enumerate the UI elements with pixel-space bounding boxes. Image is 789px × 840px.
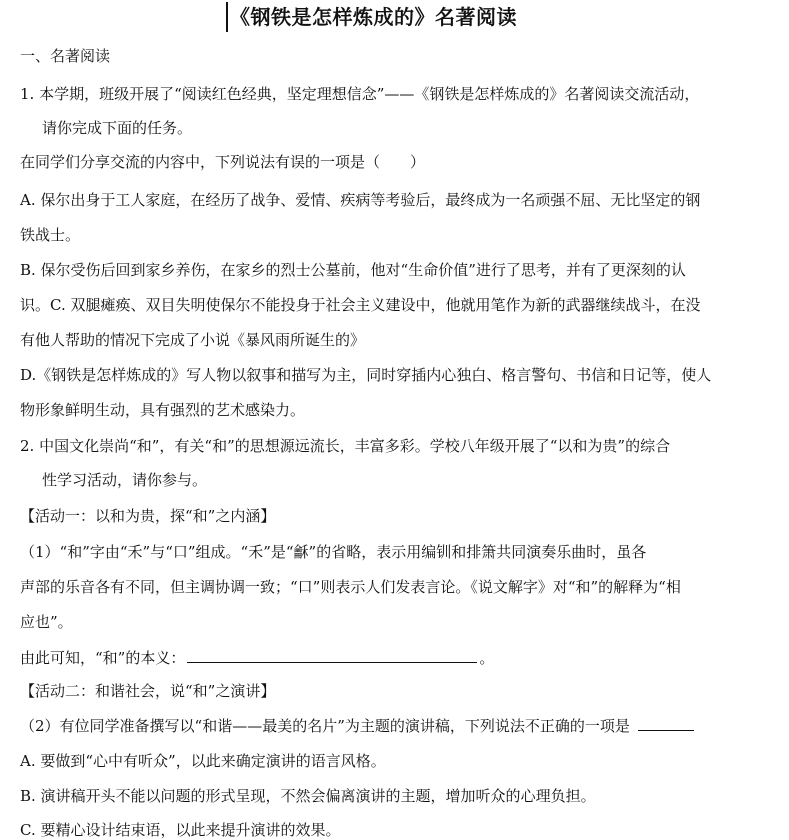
q1-option-b-line1: B. 保尔受伤后回到家乡养伤，在家乡的烈士公墓前，他对“生命价值”进行了思考，并有了更深刻的认 [20,261,686,279]
q1-stem-line1: 1. 本学期，班级开展了“阅读红色经典，坚定理想信念”——《钢铁是怎样炼成的》名著阅读交流活动， [20,85,700,103]
q1-prompt: 在同学们分享交流的内容中，下列说法有误的一项是（ ） [20,153,426,171]
q2-stem-line1: 2. 中国文化崇尚“和”，有关“和”的思想源远流长，丰富多彩。学校八年级开展了“以和为贵”的综合 [20,437,671,455]
answer-blank-short[interactable] [638,716,694,731]
page-title: 《钢铁是怎样炼成的》名著阅读 [230,5,517,29]
q2-option-c: C. 要精心设计结束语，以此来提升演讲的效果。 [20,821,341,839]
q2-sub2-stem: （2）有位同学准备撰写以“和谐——最美的名片”为主题的演讲稿，下列说法不正确的一项是 [20,717,630,735]
q1-option-d-line1: D.《钢铁是怎样炼成的》写人物以叙事和描写为主，同时穿插内心独白、格言警句、书信和日记等，使人 [20,366,712,384]
q2-sub1-line3: 应也”。 [20,613,73,631]
title-container [226,2,517,32]
q1-option-b-line3: 有他人帮助的情况下完成了小说《暴风雨所诞生的》 [20,331,366,349]
q2-stem-line2: 性学习活动，请你参与。 [42,471,208,489]
activity-one-heading: 【活动一：以和为贵，探“和”之内涵】 [20,507,276,525]
q1-option-d-line2: 物形象鲜明生动，具有强烈的艺术感染力。 [20,401,306,419]
q2-sub1-line1: （1）“和”字由“禾”与“口”组成。“禾”是“龢”的省略，表示用编钏和排箫共同演奏乐曲时，虽各 [20,543,647,561]
q1-stem-line2: 请你完成下面的任务。 [42,119,193,137]
q2-option-a: A. 要做到“心中有听众”，以此来确定演讲的语言风格。 [20,752,386,770]
answer-blank[interactable] [187,648,477,663]
section-heading: 一、名著阅读 [20,47,111,65]
q1-option-a-line1: A. 保尔出身于工人家庭，在经历了战争、爱情、疾病等考验后，最终成为一名顽强不屈、无比坚定的钢 [20,191,701,209]
q2-sub1-answer-row [20,648,494,668]
activity-two-heading: 【活动二：和谐社会，说“和”之演讲】 [20,682,276,700]
q2-option-b: B. 演讲稿开头不能以问题的形式呈现，不然会偏离演讲的主题，增加听众的心理负担。 [20,787,596,805]
q1-option-b-line2: 识。C. 双腿瘫痪、双目失明使保尔不能投身于社会主义建设中，他就用笔作为新的武器继续战斗，在没 [20,296,701,314]
answer-prefix: 由此可知，“和”的本义： [20,649,186,667]
q2-sub2-row [20,716,694,736]
answer-suffix: 。 [479,649,495,667]
q2-sub1-line2: 声部的乐音各有不同，但主调协调一致；“口”则表示人们发表言论。《说文解字》对“和”的解释为“相 [20,578,681,596]
q1-option-a-line2: 铁战士。 [20,226,81,244]
